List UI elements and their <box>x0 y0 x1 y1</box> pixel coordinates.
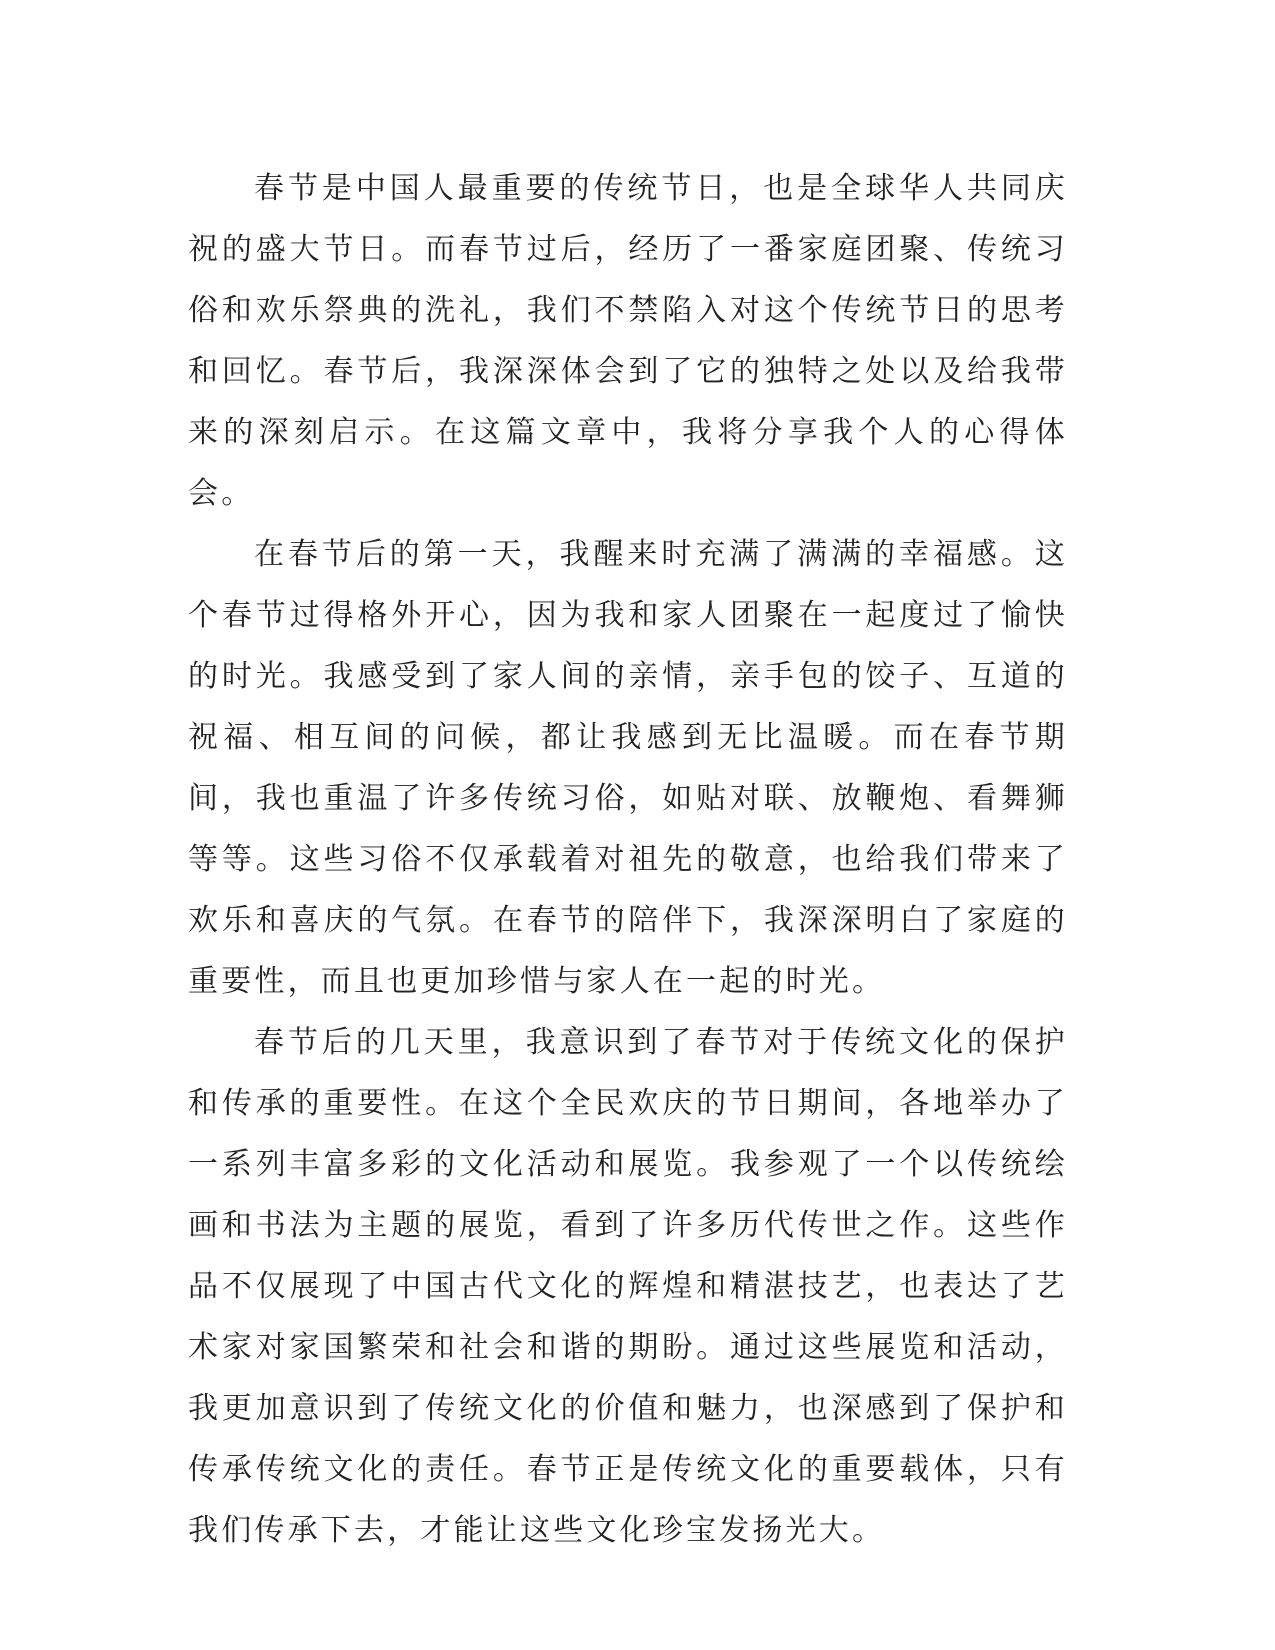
document-body <box>188 158 1068 1561</box>
paragraph-2: 在春节后的第一天，我醒来时充满了满满的幸福感。这个春节过得格外开心，因为我和家人团聚在一起度过了愉快的时光。我感受到了家人间的亲情，亲手包的饺子、互道的祝福、相互间的问候，都让我感到无比温暖。而在春节期间，我也重温了许多传统习俗，如贴对联、放鞭炮、看舞狮等等。这些习俗不仅承载着对祖先的敬意，也给我们带来了欢乐和喜庆的气氛。在春节的陪伴下，我深深明白了家庭的重要性，而且也更加珍惜与家人在一起的时光。 <box>188 537 1068 999</box>
paragraph-3: 春节后的几天里，我意识到了春节对于传统文化的保护和传承的重要性。在这个全民欢庆的节日期间，各地举办了一系列丰富多彩的文化活动和展览。我参观了一个以传统绘画和书法为主题的展览，看到了许多历代传世之作。这些作品不仅展现了中国古代文化的辉煌和精湛技艺，也表达了艺术家对家国繁荣和社会和谐的期盼。通过这些展览和活动，我更加意识到了传统文化的价值和魅力，也深感到了保护和传承传统文化的责任。春节正是传统文化的重要载体，只有我们传承下去，才能让这些文化珍宝发扬光大。 <box>188 1025 1068 1548</box>
paragraph-1: 春节是中国人最重要的传统节日，也是全球华人共同庆祝的盛大节日。而春节过后，经历了一番家庭团聚、传统习俗和欢乐祭典的洗礼，我们不禁陷入对这个传统节日的思考和回忆。春节后，我深深体会到了它的独特之处以及给我带来的深刻启示。在这篇文章中，我将分享我个人的心得体会。 <box>188 171 1068 511</box>
